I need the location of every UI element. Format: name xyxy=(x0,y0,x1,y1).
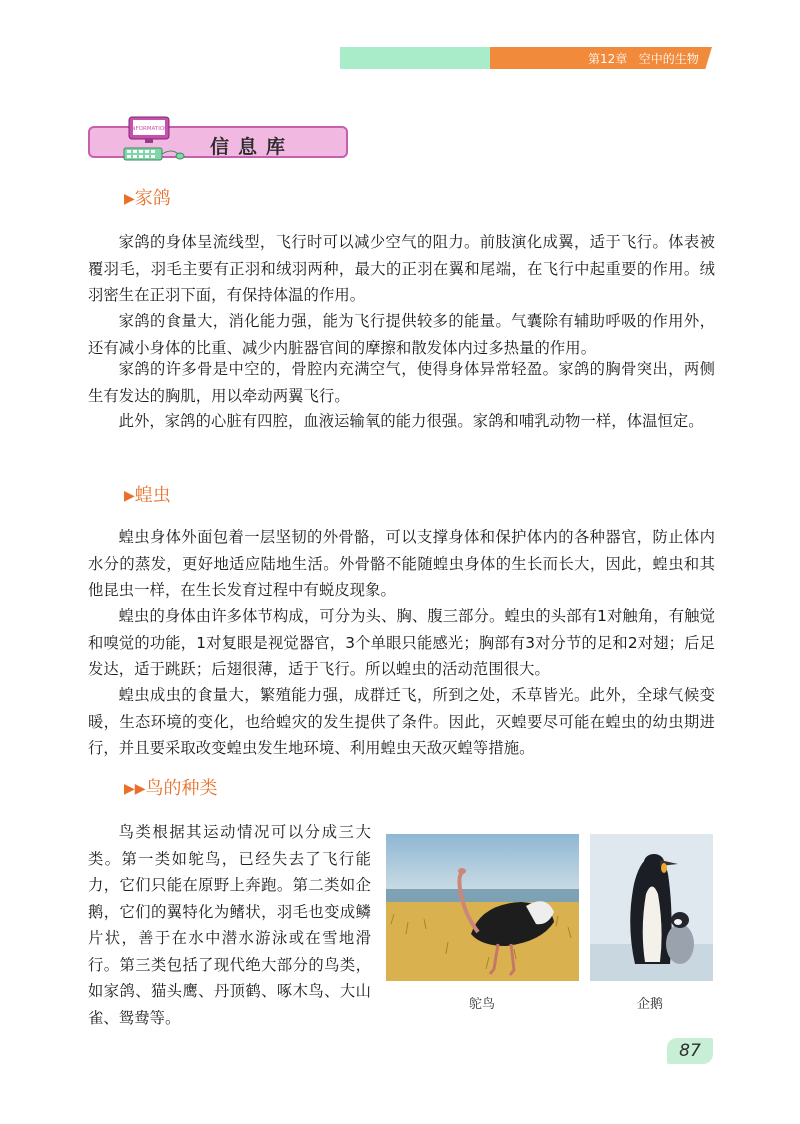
double-triangle-bullet-icon: ▶▶ xyxy=(124,781,146,797)
section-heading-text: 家鸽 xyxy=(134,188,171,209)
banner-title: 信息库 xyxy=(210,136,295,158)
section-heading-bird-types xyxy=(124,774,218,800)
chapter-header xyxy=(588,50,699,67)
paragraph: 此外，家鸽的心脏有四腔，血液运输氧的能力很强。家鸽和哺乳动物一样，体温恒定。 xyxy=(118,412,704,430)
paragraph: 家鸽的食量大，消化能力强，能为飞行提供较多的能量。气囊除有辅助呼吸的作用外，还有减小身体的比重、减少内脏器官间的摩擦和散发体内过多热量的作用。 xyxy=(88,312,715,357)
paragraph: 蝗虫成虫的食量大，繁殖能力强，成群迁飞，所到之处，禾草皆光。此外，全球气候变暖，生态环境的变化，也给蝗灾的发生提供了条件。因此，灭蝗要尽可能在蝗虫的幼虫期进行，并且要采取改变蝗虫发生地环境、利用蝗虫天敌灭蝗等措施。 xyxy=(88,686,715,757)
ostrich-photo xyxy=(386,834,579,981)
section-heading-locust xyxy=(124,481,171,507)
chapter-title: 空中的生物 xyxy=(638,52,699,66)
section-heading-text: 蝗虫 xyxy=(134,485,171,506)
paragraph: 蝗虫身体外面包着一层坚韧的外骨骼，可以支撑身体和保护体内的各种器官，防止体内水分的蒸发，更好地适应陆地生活。外骨骼不能随蝗虫身体的生长而长大，因此，蝗虫和其他昆虫一样，在生长发育过程中有蜕皮现象。 xyxy=(88,528,715,599)
section-heading-pigeon xyxy=(124,184,171,210)
keyboard-icon xyxy=(122,146,186,162)
section-heading-text: 鸟的种类 xyxy=(145,778,218,799)
triangle-bullet-icon: ▶ xyxy=(124,488,135,504)
header-band-green xyxy=(340,47,490,69)
penguin-photo xyxy=(590,834,713,981)
penguin-caption: 企鹅 xyxy=(637,997,664,1012)
page-number: 87 xyxy=(667,1038,713,1064)
paragraph: 鸟类根据其运动情况可以分成三大类。第一类如鸵鸟，已经失去了飞行能力，它们只能在原野上奔跑。第二类如企鹅，它们的翼特化为鳍状，羽毛也变成鳞片状，善于在水中潜水游泳或在雪地滑行。第三类包括了现代绝大部分的鸟类，如家鸽、猫头鹰、丹顶鹤、啄木鸟、大山雀、鸳鸯等。 xyxy=(88,823,371,1027)
triangle-bullet-icon: ▶ xyxy=(124,191,135,207)
paragraph: 家鸽的许多骨是中空的，骨腔内充满空气，使得身体异常轻盈。家鸽的胸骨突出，两侧生有发达的胸肌，用以牵动两翼飞行。 xyxy=(88,360,715,405)
paragraph: 家鸽的身体呈流线型，飞行时可以减少空气的阻力。前肢演化成翼，适于飞行。体表被覆羽毛，羽毛主要有正羽和绒羽两种，最大的正羽在翼和尾端，在飞行中起重要的作用。绒羽密生在正羽下面，有保持体温的作用。 xyxy=(88,233,715,304)
ostrich-caption: 鸵鸟 xyxy=(469,997,496,1012)
chapter-number: 第12章 xyxy=(588,52,628,66)
monitor-screen-text: INFORMATION xyxy=(129,126,169,132)
paragraph: 蝗虫的身体由许多体节构成，可分为头、胸、腹三部分。蝗虫的头部有1对触角，有触觉和嗅觉的功能，1对复眼是视觉器官，3个单眼只能感光；胸部有3对分节的足和2对翅；后足发达，适于跳跃；后翅很薄，适于飞行。所以蝗虫的活动范围很大。 xyxy=(88,607,715,678)
computer-monitor-icon xyxy=(128,116,170,144)
